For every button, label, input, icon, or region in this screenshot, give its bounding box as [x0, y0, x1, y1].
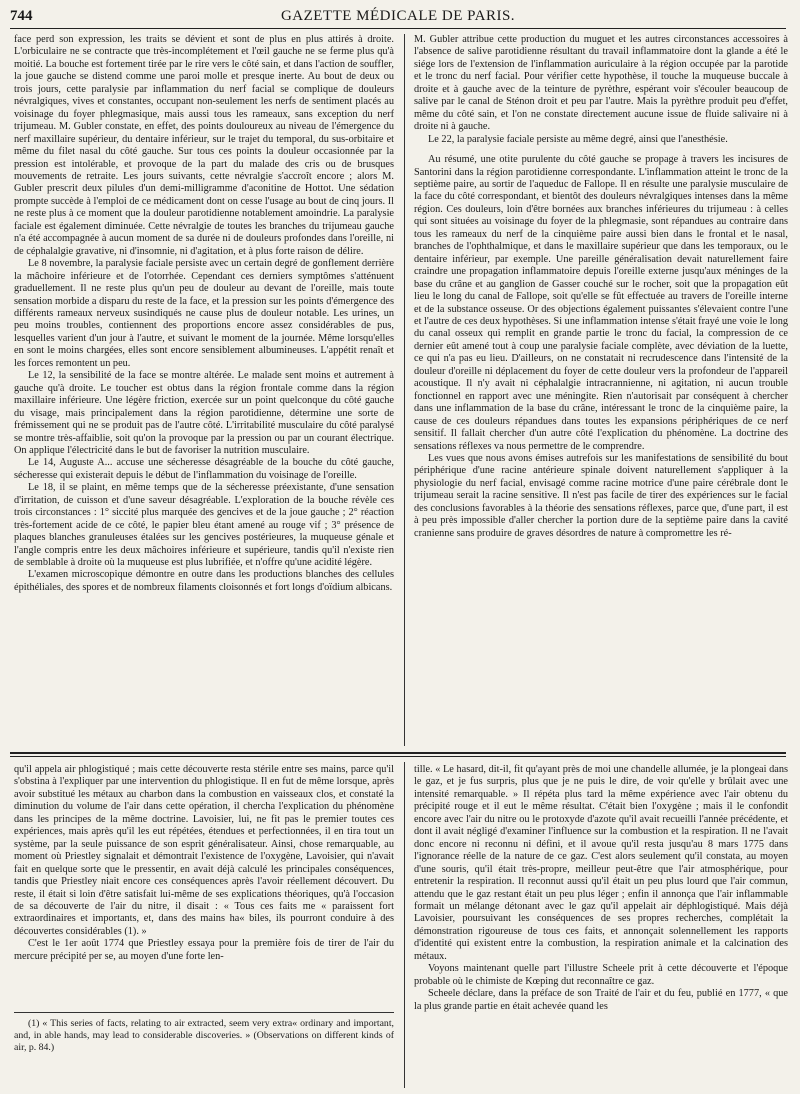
paragraph: C'est le 1er août 1774 que Priestley essaya pour la première fois de tirer de l'air du mercure précipité per se, au moyen d'une forte len-: [14, 938, 394, 962]
paragraph: Scheele déclare, dans la préface de son Traité de l'air et du feu, publié en 1777, « que la plus grande partie en était achevée quand les: [414, 988, 788, 1012]
column-divider: [404, 34, 405, 746]
paragraph: Le 12, la sensibilité de la face se montre altérée. Le malade sent moins et autrement à gauche qu'à droite. Le toucher est obtus dans la région frontale comme dans la région maxillaire inférieure. Une légère friction, exercée sur un point quelconque du côté gauche du visage, mais principalement dans la région parotidienne, détermine une sorte de frémissement qui ne se produit pas de l'autre côté. L'irritabilité musculaire du côté paralysé se montre très-affaiblie, soit qu'on la provoque par la pression ou par un courant électrique. On applique l'électricité dans le but de favoriser la nutrition musculaire.: [14, 370, 394, 456]
journal-title: GAZETTE MÉDICALE DE PARIS.: [280, 8, 516, 24]
paragraph: Le 18, il se plaint, en même temps que de la sécheresse préexistante, d'une sensation d'irritation, de cuisson et d'une saveur désagréable. L'exploration de la bouche révèle ces trois circonstances : 1° siccité plus marquée des gencives et de la joue gauche ; 2° réaction très-fortement acide de ce côté, le papier bleu étant amené au rouge vif ; 3° présence de plaques blanches granuleuses étalées sur les gencives postérieures, la muqueuse génale et l'angle compris entre les deux mâchoires inférieure et supérieure, tandis qu'il n'existe rien de semblable à droite où la muqueuse est plus lubrifiée, et n'offre qu'une acidité légère.: [14, 482, 394, 569]
paragraph: Les vues que nous avons émises autrefois sur les manifestations de sensibilité du bout périphérique d'une racine antérieure spinale doivent naturellement s'appliquer à la physiologie du nerf facial, envisagé comme racine motrice d'une paire cérébrale dont le trijumeau serait la racine sensitive. Il n'est pas facile de tirer des expériences sur le facial des conclusions favorables à la théorie des sensations réflexes, parce que, d'une part, il est à peu près impossible d'aller chercher la portion dure de la septième paire dans la cavité cranienne sans produire de graves désordres de nature à compromettre les ré-: [414, 452, 788, 539]
paragraph: Le 14, Auguste A... accuse une sécheresse désagréable de la bouche du côté gauche, sécheresse qui existerait depuis le début de l'inflammation du voisinage de l'oreille.: [14, 457, 394, 481]
paragraph: Au résumé, une otite purulente du côté gauche se propage à travers les incisures de Santorini dans la région parotidienne correspondante. L'inflammation atteint le tronc de la septième paire, au sortir de l'aqueduc de Fallope. Il en résulte une paralysie musculaire de la face du côté correspondant, et bientôt des douleurs névralgiques intenses dans la même région. Ces douleurs, loin d'être bornées aux branches inférieures du trijumeau : à celles qui sont situées au voisinage du foyer de la phlegmasie, sont répandues au contraire dans tous les rameaux du nerf de la cinquième paire aussi bien dans le frontal et le nasal, branches de l'ophthalmique, et dans le maxillaire supérieur que dans les temporaux, ou le dentaire inférieur, par exemple. Une pareille généralisation devait naturellement faire craindre une propagation inflammatoire depuis l'oreille externe jusqu'aux méninges de la base du crâne et au ganglion de Gasser couché sur le rocher, soit que la propagation eût lieu le long du canal de Fallope, soit qu'elle se fût effectuée au travers de l'oreille interne et de la substance osseuse. Or des objections également puissantes s'élevaient contre l'une et l'autre de ces deux hypothèses. Si une inflammation intense s'était frayé une voie le long du canal osseux qui remplit en grande partie le tronc du facial, la compression de ce dernier eût amené tout à coup une paralysie faciale complète, avec déviation de la luette, ce qui n'a pas eu lieu. D'ailleurs, on ne constatait ni recrudescence dans l'intensité de la douleur d'oreille ni déplacement du foyer de cette douleur vers la profondeur de l'appareil acoustique. Il n'y avait ni céphalalgie intracrannienne, ni agitation, ni aucun trouble fonctionnel en rapport avec une méningite. Rien n'autorisait par conséquent à chercher dans une inflammation de la base du crâne, intéressant le tronc de la cinquième paire, la cause de ces douleurs répandues dans toutes les expansions périphériques de ce nerf sensitif. Il fallait chercher d'un autre côté l'explication du phénomène. La doctrine des sensations réflexes va nous permettre de le comprendre.: [414, 154, 788, 452]
paragraph: face perd son expression, les traits se dévient et sont de plus en plus attirés à droite. L'orbiculaire ne se contracte que très-incomplétement et l'œil gauche ne se ferme plus qu'à moitié. La bouche est fortement tirée par le rire vers le côté sain, et dans l'action de souffler, la joue gauche se distend comme une paroi molle et presque inerte. Au bout de deux ou trois jours, cette paralysie par inflammation du nerf facial se complique de douleurs névralgiques, vives et constantes, occupant non-seulement les nerfs de sentiment placés au voisinage du foyer phlegmasique, mais aussi tous les rameaux, sans exception du nerf trijumeau. M. Gubler constate, en effet, des points douloureux au niveau de l'émergence du nerf maxillaire supérieur, du dentaire inférieur, sur le trajet du temporal, du sus-orbitaire et même du filet nasal du côté gauche. Sur tous ces points la douleur occasionnée par la pression est intolérable, et provoque de la part du malade des cris ou de brusques mouvements de retraite. Les jours suivants, cette névralgie s'accroît encore ; alors M. Gubler prescrit deux pilules d'un demi-milligramme d'aconitine de Hottot. Une sédation prompte succède à l'emploi de ce médicament dont on cesse l'usage au bout de cinq jours. Il ne reste plus à ce moment que la douleur parotidienne notablement amoindrie. La paralysie faciale est également diminuée. Cette névralgie de toutes les branches du trijumeau gauche n'a été accompagnée à aucun moment de sa durée ni de douleurs profondes dans l'oreille, ni de céphalalgie gravative, ni d'insomnie, ni d'agitation, et à plus forte raison de délire.: [14, 34, 394, 257]
upper-right-column: [414, 34, 788, 750]
page-header: [10, 4, 786, 29]
paragraph: tille. « Le hasard, dit-il, fit qu'ayant près de moi une chandelle allumée, je la plongeai dans le gaz, et je fus surpris, plus que je ne puis le dire, de voir qu'elle y brûlait avec une intensité remarquable. » Il répéta plus tard la même expérience avec l'air obtenu du précipité rouge et il eut le même résultat. C'était bien l'oxygène ; mais il le confondit encore avec l'air du nitre ou le protoxyde d'azote qu'il avait recueilli l'année précédente, et dont il avait négligé d'examiner l'influence sur la combustion et la respiration. Il ne l'avait donc encore ni reconnu ni défini, et il avoue qu'il resta jusqu'au 8 mars 1775 dans l'ignorance réelle de la nature de ce gaz. C'est alors seulement qu'il constata, au moyen d'une souris, qu'il était très-propre, meilleur peut-être que l'air atmosphérique, pour entretenir la respiration. Il reconnut aussi qu'il était un peu plus lourd que l'air commun, attendu que le gaz restant était un peu plus léger ; enfin il annonça que l'air inflammable formait un mélange détonant avec le gaz qu'il appelait air déphlogistiqué. Mais déjà Lavoisier, poursuivant les conséquences de ses propres recherches, complétait la démonstration rigoureuse de tous ces faits, et annonçait solennellement les rapports d'identité qui existent entre la combustion, la respiration animale et la calcination des métaux.: [414, 764, 788, 962]
paragraph: L'examen microscopique démontre en outre dans les productions blanches des cellules épithéliales, des spores et de nombreux filaments cloisonnés et fort longs d'oïdium albicans.: [14, 569, 394, 593]
paragraph: Le 8 novembre, la paralysie faciale persiste avec un certain degré de gonflement derrière la mâchoire inférieure et de l'otorrhée. Cependant ces derniers symptômes s'atténuent graduellement. Il ne reste plus qu'un peu de douleur au devant de l'oreille, mais toute sensation morbide a disparu du reste de la face, et la pression sur les points d'émergence des différents rameaux nerveux susindiqués ne cause plus de douleur notable. Les urines, un peu moins troubles, contiennent des proportions encore assez considérables de pus, lesquelles varient d'un jour à l'autre, et suivant le moment de la journée. Même lorsqu'elles en sont le moins chargées, elles sont encore sensiblement albumineuses. L'appétit renaît et les forces remontent un peu.: [14, 258, 394, 369]
paragraph: Voyons maintenant quelle part l'illustre Scheele prit à cette découverte et l'époque probable où le chimiste de Kœping dut reconnaître ce gaz.: [414, 963, 788, 987]
paragraph: qu'il appela air phlogistiqué ; mais cette découverte resta stérile entre ses mains, parce qu'il s'obstina à l'expliquer par une intervention du phlogistique. Il en fut de même lorsque, après avoir substitué les métaux au charbon dans la combustion en vaisseaux clos, et constaté la diminution du volume de l'air dans cette opération, il chercha l'explication du phénomène dans les principes de la même doctrine. Lavoisier, lui, ne fit pas le premier toutes ces expériences, mais après qu'il les eut répétées, étendues et perfectionnées, il en tira tout un système, par la seule puissance de son esprit généralisateur. Ainsi, chose remarquable, au moment où Priestley signalait et démontrait l'existence de l'oxygène, Lavoisier, qui n'avait fait en quelque sorte que le pressentir, en avait déjà calculé les principales conséquences, tandis que Priestley niait encore ces conséquences après l'avoir réellement découvert. Du reste, il était si loin d'être satisfait lui-même de ses explications théoriques, qu'à l'occasion de sa découverte de l'air du nitre, il disait : « Tous ces faits me « paraissent fort extraordinaires et importants, et, dans des mains ha« biles, ils pourront conduire à des découvertes considérables (1). »: [14, 764, 394, 937]
column-divider-lower: [404, 762, 405, 1088]
footnote: [14, 1018, 394, 1092]
section-divider: [10, 752, 786, 754]
lower-left-column: [14, 764, 394, 1008]
footnote-rule: [14, 1012, 394, 1013]
paragraph: Le 22, la paralysie faciale persiste au même degré, ainsi que l'anesthésie.: [428, 133, 728, 145]
upper-left-column: [14, 34, 394, 750]
lower-right-column: [414, 764, 788, 1092]
page-number: 744: [10, 8, 33, 24]
paragraph: M. Gubler attribue cette production du muguet et les autres circonstances accessoires à l'absence de salive parotidienne résultant du travail inflammatoire dont la glande a été le siége lors de l'extension de l'inflammation auriculaire à la région occupée par la parotide et le tronc du nerf facial. Pour vérifier cette hypothèse, il touche la muqueuse buccale à droite et à gauche avec de la teinture de pyrèthre, espérant voir s'écouler beaucoup de salive par le canal de Sténon droit et peu par l'autre. Mais la pyrèthre produit peu d'effet, même du côté sain, et l'on ne constate directement aucune issue de fluide salivaire ni à droite ni à gauche.: [414, 34, 788, 133]
section-divider-thin: [10, 756, 786, 757]
footnote-text: (1) « This series of facts, relating to air extracted, seem very extra« ordinary and important, and, in able hands, may lead to considerable discoveries. » (Observations on different kinds of air, p. 84.): [14, 1018, 394, 1054]
